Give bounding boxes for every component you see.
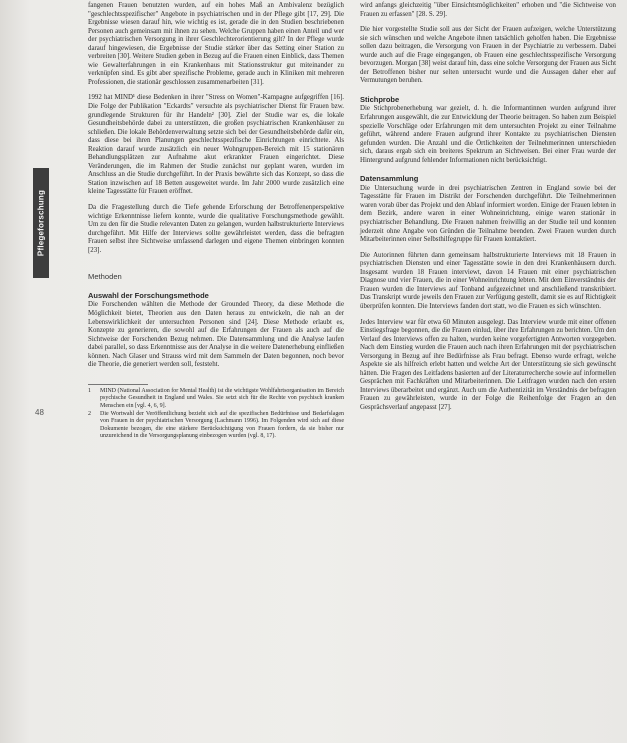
subsection-heading-approach: Auswahl der Forschungsmethode (88, 290, 209, 300)
footnote-divider (88, 384, 148, 385)
footnote (88, 388, 344, 410)
footnotes (88, 388, 344, 441)
body-paragraph: wird anfangs gleichzeitig "über Einsichtsmöglichkeiten" erhoben und "die Sichtweise von Frauen zu erfassen" [28. S. 29]. (360, 2, 616, 18)
section-side-tab (33, 168, 49, 278)
footnote (88, 411, 344, 441)
body-paragraph: Jedes Interview war für etwa 60 Minuten ausgelegt. Das Interview wurde mit einer offenen Einstiegsfrage begonnen, die die Frauen einlud, über ihre Erfahrungen zu berichten. Um den Verlauf des Interviews offen zu halten, wurden keine vorgefertigten Antworten vorgegeben. Nach dem Einstieg wurden die Frauen auch nach ihren Erfahrungen mit der psychiatrischen Versorgung in Bezug auf ihre Bedürfnisse als Frau befragt. Ebenso wurde erfragt, welche Aspekte sie als hilfreich erlebt hatten und welche Art der Unterstützung sie sich gewünscht hätten. Die Fragen des Leitfadens basierten auf der Literaturrecherche sowie auf informellen Gesprächen mit Fachkräften und Mitarbeiterinnen. Die Leitfragen wurden nach den ersten Interviews überarbeitet und ergänzt. Auch um die Authentizität im Verständnis der befragten Frauen zu gewährleisten, wurde in der Folge die Reihenfolge der Fragen an den Gesprächsverlauf angepasst [27]. (360, 318, 616, 411)
body-paragraph: Die hier vorgestellte Studie soll aus der Sicht der Frauen aufzeigen, welche Unterstützung sie sich wünschen und welche Angebote ihnen tatsächlich geholfen haben. Die Ergebnisse sollen dazu beitragen, die Versorgung von Frauen in der Psychiatrie zu verbessern. Dabei wurde auch auf die Frage eingegangen, ob Frauen eine geschlechtsspezifische Versorgung bevorzugen. Morgan [38] weist darauf hin, dass eine solche Versorgung der Frauen aus Sicht der Betroffenen bisher nur selten untersucht wurde und die Aussagen daher eher auf Vermutungen beruhen. (360, 26, 616, 85)
subsection-heading-data-collection: Datensammlung (360, 174, 419, 184)
body-paragraph: 1992 hat MIND¹ diese Bedenken in ihrer "Stress on Women"-Kampagne aufgegriffen [16]. Die Folge der Publikation "Eckardts" versuchte als psychiatrischer Dienst für Frauen bzw. grundlegende Strukturen für ihr Handeln² [30]. Ziel der Studie war es, die lokale Gesundheitsbehörde dabei zu unterstützen, die großen psychiatrischen Krankenhäuser zu schließen. Die lokale Behördenverwaltung setzte sich bei der Gesundheitsbehörde dafür ein, dass diese bei ihren Planungen geschlechtsspezifische Einrichtungen einrichtete. Als Reaktion darauf wurde zusätzlich ein neuer Wohngruppen-Bereich mit 15 stationären Behandlungsplätzen zur Aufnahme akut erkrankter Frauen eingerichtet. Diese Veränderungen, die im Rahmen der Studie zunächst nur geplant waren, wurden im Anschluss an die Studie durchgeführt. In der Praxis bewährte sich das Konzept, so dass die Station inzwischen auf 18 Betten ausgeweitet wurde. Im Jahr 2000 wurde zusätzlich eine kleine Tagesstätte für Frauen eröffnet. (88, 94, 344, 196)
body-paragraph: fangenen Frauen benutzten wurden, auf ein hohes Maß an Ambivalenz bezüglich "geschlechtsspezifischer" Angebote in psychiatrischen und in der Pflege gibt [17, 29]. Die Ergebnisse wiesen darauf hin, wie wichtig es ist, gerade die in den Studien beschriebenen Personen auch gemeinsam mit ihnen zu sehen. Welche Gruppen haben einen Anteil und wer der psychiatrischen Versorgung in ihrer Geschlechterorientierung gilt? In der Pflege wurde darauf hingewiesen, die Ergebnisse der Studie stärker über das Setting einer Station zu verbreiten [30]. Weitere Studien geben in Bezug auf die Frauen einen Einblick, dass Themen wie Gewalterfahrungen in ein Krankenhaus mit Stationsstruktur gut miteinander zu verknüpfen sind. Es gibt aber spezifische Probleme, gerade auch in Kliniken mit mehreren Professionen, die stationär geschlossen zusammenarbeiten [31]. (88, 2, 344, 86)
body-paragraph: Die Untersuchung wurde in drei psychiatrischen Zentren in England sowie bei der Tagesstätte für Frauen im Distrikt der Forschenden durchgeführt. Die Teilnehmerinnen waren vorab über das Projekt und den Ablauf informiert worden. Einige der Frauen lebten in dem Bezirk, andere waren in einer Wohneinrichtung, einige waren stationär in psychiatrischer Behandlung. Die Frauen nahmen freiwillig an der Studie teil und konnten jederzeit ohne Angabe von Gründen die Teilnahme beenden. Zwei Frauen wurden durch Mitarbeiterinnen einer Selbsthilfegruppe für Frauen kontaktiert. (360, 184, 616, 244)
footnote-text: MIND (National Association for Mental Health) ist die wichtigste Wohlfahrtsorganisation im Bereich psychische Gesundheit in England und Wales. Sie setzt sich für die Rechte von psychisch kranken Menschen ein [vgl. 4, 6, 9]. (100, 387, 344, 409)
body-paragraph: Die Autorinnen führten dann gemeinsam halbstrukturierte Interviews mit 18 Frauen in psychiatrischen Diensten und einer Tagesstätte sowie in den drei Krankenhäusern durch. Insgesamt wurden 18 Frauen interviewt, davon 14 Frauen mit einer psychiatrischen Diagnose und vier Frauen, die in einer Wohneinrichtung lebten. Mit dem Einverständnis der Frauen wurden die Interviews auf Tonband aufgezeichnet und anschließend transkribiert. Das Transkript wurde jeweils den Frauen zur Verfügung gestellt, damit sie es auf Richtigkeit überprüfen konnten. Die Interviews fanden dort statt, wo die Frauen es sich wünschten. (360, 251, 616, 310)
body-paragraph: Da die Fragestellung durch die Tiefe gehende Erforschung der Betroffenenperspektive wichtige Erkenntnisse liefern konnte, wurde die qualitative Forschungsmethode gewählt. Um zu den für die Studie relevanten Daten zu gelangen, wurden halbstrukturierte Interviews durchgeführt. Mit Hilfe der Interviews sollte gewährleistet werden, dass die befragten Frauen selbst ihre Sichtweise umfassend darlegen und eigene Themen einbringen konnten [23]. (88, 204, 344, 254)
subsection-heading-sample: Stichprobe (360, 94, 400, 104)
body-paragraph: Die Stichprobenerhebung war gezielt, d. h. die Informantinnen wurden aufgrund ihrer Erfahrungen ausgewählt, die zur Entwicklung der Theorie beitragen. So haben zum Beispiel spezielle Vorschläge oder Erfahrungen mit dem untersuchten Projekt zu einer Teilnahme geführt, während andere Frauen aufgrund ihrer Kontakte zu psychiatrischen Diensten gefunden wurden. Die Anzahl und die Örtlichkeiten der Teilnehmerinnen unterschieden sich, daraus ergab sich ein breiteres Spektrum an Sichtweisen. Bei einer Frau wurde der Hintergrund aufgrund fehlender Informationen nicht berücksichtigt. (360, 105, 616, 164)
section-side-tab-label: Pflegeforschung (36, 189, 46, 257)
page-number: 48 (35, 408, 44, 417)
footnote-text: Die Wortwahl der Veröffentlichung bezieht sich auf die spezifischen Bedürfnisse und Bedarfslagen von Frauen in der psychiatrischen Versorgung (Lachmann 1996). Im Folgenden wird sich auf diese Dokumente bezogen, die eine stärkere Berücksichtigung von Frauen fordern, da sie bisher nur unzureichend in die Versorgungsplanung einbezogen wurden (vgl. 8, 17). (100, 411, 344, 440)
right-column (360, 2, 616, 420)
left-column (88, 2, 344, 442)
body-paragraph: Die Forschenden wählten die Methode der Grounded Theory, da diese Methode die Möglichkeit bietet, Theorien aus den Daten heraus zu entwickeln, die nah an der Lebenswirklichkeit der untersuchten Personen sind [24]. Diese Methode erlaubt es, Konzepte zu generieren, die sowohl auf die Erfahrungen der Frauen als auch auf die Sichtweise der Forschenden Bezug nehmen. Die Datensammlung und die Analyse laufen dabei parallel, so dass Erkenntnisse aus der Analyse in die weitere Datenerhebung einfließen können. Nach Glaser und Strauss wird mit dem Sammeln der Daten begonnen, noch bevor die Theorie, die generiert werden soll, feststeht. (88, 301, 344, 369)
footnote-number: 1 (88, 387, 91, 394)
footnote-number: 2 (88, 411, 91, 417)
section-heading-methods: Methoden (88, 272, 122, 282)
